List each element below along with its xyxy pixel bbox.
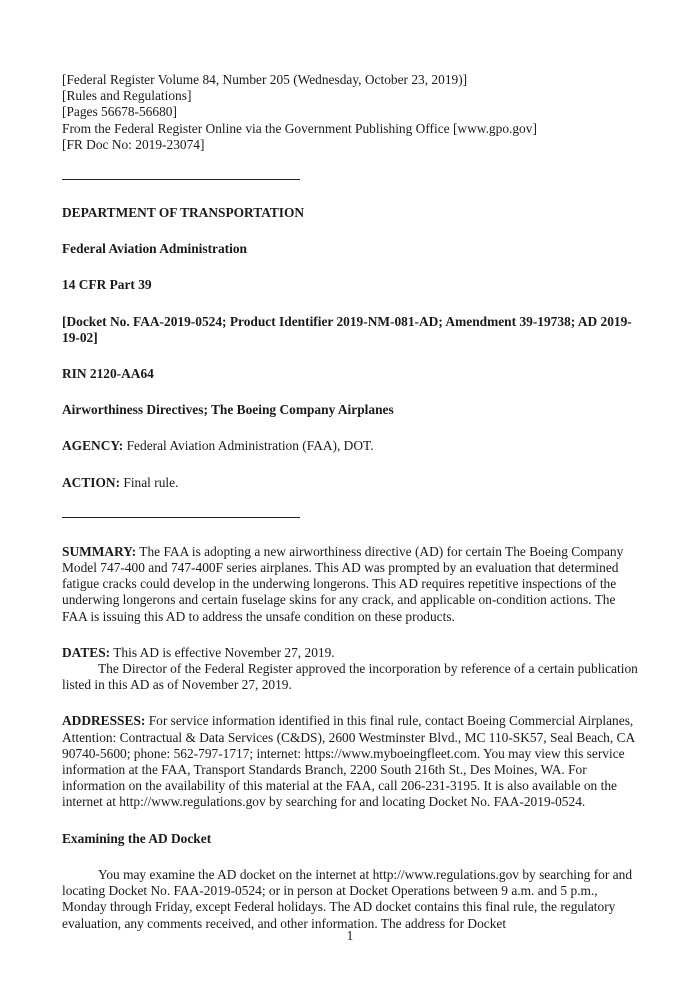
addresses-label: ADDRESSES: bbox=[62, 713, 146, 729]
dates-paragraph bbox=[62, 645, 638, 661]
header-pages-line: [Pages 56678-56680] bbox=[62, 104, 177, 120]
action-text: Final rule. bbox=[120, 474, 179, 490]
header-fr-doc-line: [FR Doc No: 2019-23074] bbox=[62, 136, 205, 152]
summary-label: SUMMARY: bbox=[62, 543, 137, 559]
docket-heading: [Docket No. FAA-2019-0524; Product Identifier 2019-NM-081-AD; Amendment 39-19738; AD 2019-19-02] bbox=[62, 313, 632, 345]
summary-paragraph bbox=[62, 544, 638, 625]
agency-label: AGENCY: bbox=[62, 438, 124, 454]
register-header bbox=[62, 72, 638, 153]
agency-paragraph bbox=[62, 438, 638, 454]
dates-incorporation-paragraph: The Director of the Federal Register approved the incorporation by reference of a certain publication listed in this AD as of November 27, 2019. bbox=[62, 661, 638, 693]
summary-text: The FAA is adopting a new airworthiness directive (AD) for certain The Boeing Company Model 747-400 and 747-400F series airplanes. This AD was prompted by an evaluation that determined fatigue cracks could develop in the underwing longerons. This AD requires repetitive inspections of the underwing longerons and certain fuselage skins for any crack, and applicable on-condition actions. The FAA is issuing this AD to address the unsafe condition on these products. bbox=[62, 543, 624, 624]
agency-text: Federal Aviation Administration (FAA), DOT. bbox=[123, 438, 374, 454]
dates-text: This AD is effective November 27, 2019. bbox=[110, 644, 335, 660]
divider-rule bbox=[62, 517, 300, 518]
agency-heading: Federal Aviation Administration bbox=[62, 241, 247, 257]
addresses-text: For service information identified in this final rule, contact Boeing Commercial Airplanes, Attention: Contractual & Data Services (C&DS), 2600 Westminster Blvd., MC 110-SK57, Seal Beach, CA 90740-5600; phone: 562-797-1717; internet: https://www.myboeingfleet.com. You may view this service information at the FAA, Transport Standards Branch, 2200 South 216th St., Des Moines, WA. For information on the availability of this material at the FAA, call 206-231-3195. It is also available on the internet at http://www.regulations.gov by searching for and locating Docket No. FAA-2019-0524. bbox=[62, 713, 635, 810]
addresses-paragraph bbox=[62, 713, 638, 810]
header-volume-line: [Federal Register Volume 84, Number 205 (Wednesday, October 23, 2019)] bbox=[62, 72, 468, 87]
page-number: 1 bbox=[346, 928, 354, 943]
divider-rule bbox=[62, 179, 300, 180]
header-source-line: From the Federal Register Online via the Government Publishing Office [www.gpo.gov] bbox=[62, 120, 537, 136]
examining-heading: Examining the AD Docket bbox=[62, 830, 212, 846]
cfr-heading: 14 CFR Part 39 bbox=[62, 277, 152, 293]
dates-label: DATES: bbox=[62, 644, 111, 660]
header-section-line: [Rules and Regulations] bbox=[62, 88, 192, 104]
examining-paragraph: You may examine the AD docket on the internet at http://www.regulations.gov by searching for and locating Docket No. FAA-2019-0524; or in person at Docket Operations between 9 a.m. and 5 p.m., Monday through Friday, except Federal holidays. The AD docket contains this final rule, the regulatory evaluation, any comments received, and other information. The address for Docket bbox=[62, 866, 633, 931]
action-label: ACTION: bbox=[62, 474, 121, 490]
document-title: Airworthiness Directives; The Boeing Company Airplanes bbox=[62, 402, 394, 418]
department-heading: DEPARTMENT OF TRANSPORTATION bbox=[62, 205, 305, 221]
action-paragraph bbox=[62, 475, 638, 491]
rin-heading: RIN 2120-AA64 bbox=[62, 366, 154, 382]
document-page bbox=[62, 72, 638, 932]
